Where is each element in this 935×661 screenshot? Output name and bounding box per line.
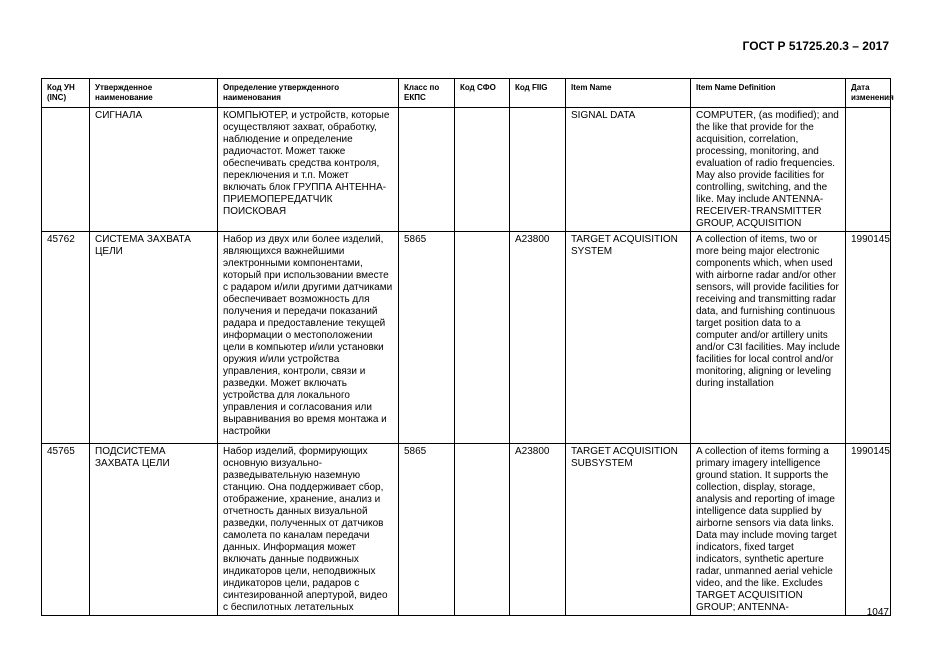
column-header-class: Класс по ЕКПС (399, 79, 455, 108)
cell-sfo (455, 108, 510, 232)
cell-item-name: TARGET ACQUISITION SUBSYSTEM (566, 444, 691, 616)
cell-definition: КОМПЬЮТЕР, и устройств, которые осуществляют захват, обработку, наблюдение и определение радиочастот. Может также обеспечивать средства контроля, переключения и т.п. Может включать блок ГРУППА АНТЕННА-ПРИЕМОПЕРЕДАТЧИК ПОИСКОВАЯ (218, 108, 399, 232)
cell-fiig (510, 108, 566, 232)
cell-change-date (846, 108, 891, 232)
cell-definition: Набор из двух или более изделий, являющихся важнейшими электронными компонентами, который при использовании вместе с радаром и/или другими датчиками обеспечивает возможность для получения и передачи показаний радара и предоставление текущей информации о местоположении цели в компьютер и/или установки оружия и/или устройства управления, контроли, связи и разведки. Может включать устройства для локального управления и согласования или выравнивания во время монтажа и настройки (218, 232, 399, 444)
table-header-row (42, 79, 891, 108)
cell-item-name-definition: A collection of items forming a primary imagery intelligence ground station. It supports the collection, display, storage, analysis and reporting of image intelligence data supplied by airborne sensors via data links. Data may include moving target indicators, fixed target indicators, synthetic aperture radar, unmanned aerial vehicle video, and the like. Excludes TARGET ACQUISITION GROUP; ANTENNA- (691, 444, 846, 616)
cell-approved-name: ПОДСИСТЕМА ЗАХВАТА ЦЕЛИ (90, 444, 218, 616)
cell-approved-name: СИСТЕМА ЗАХВАТА ЦЕЛИ (90, 232, 218, 444)
item-names-table (41, 78, 894, 616)
column-header-item-name: Item Name (566, 79, 691, 108)
cell-approved-name: СИГНАЛА (90, 108, 218, 232)
cell-item-name-definition: COMPUTER, (as modified); and the like that provide for the acquisition, correlation, processing, monitoring, and evaluation of radio frequencies. May also provide facilities for controlling, switching, and the like. May include ANTENNA-RECEIVER-TRANSMITTER GROUP, ACQUISITION (691, 108, 846, 232)
document-standard-number: ГОСТ Р 51725.20.3 – 2017 (742, 39, 889, 53)
cell-inc (42, 108, 90, 232)
cell-inc: 45765 (42, 444, 90, 616)
cell-change-date: 1990145 (846, 232, 891, 444)
table-row (42, 108, 891, 232)
cell-sfo (455, 232, 510, 444)
column-header-fiig: Код FIIG (510, 79, 566, 108)
cell-item-name: SIGNAL DATA (566, 108, 691, 232)
cell-sfo (455, 444, 510, 616)
cell-class (399, 108, 455, 232)
column-header-approved-name: Утвержденное наименование (90, 79, 218, 108)
column-header-item-name-definition: Item Name Definition (691, 79, 846, 108)
cell-fiig: A23800 (510, 444, 566, 616)
column-header-change-date: Дата изменения (846, 79, 891, 108)
cell-fiig: A23800 (510, 232, 566, 444)
column-header-definition: Определение утвержденного наименования (218, 79, 399, 108)
cell-class: 5865 (399, 444, 455, 616)
cell-definition: Набор изделий, формирующих основную визуально-разведывательную наземную станцию. Она поддерживает сбор, отображение, хранение, анализ и отчетность данных визуальной разведки, полученных от датчиков самолета по каналам передачи данных. Информация может включать данные подвижных индикаторов цели, неподвижных индикаторов цели, радаров с синтезированной апертурой, видео с беспилотных летательных (218, 444, 399, 616)
cell-change-date: 1990145 (846, 444, 891, 616)
table-row (42, 232, 891, 444)
table-row (42, 444, 891, 616)
cell-item-name: TARGET ACQUISITION SYSTEM (566, 232, 691, 444)
cell-class: 5865 (399, 232, 455, 444)
cell-item-name-definition: A collection of items, two or more being major electronic components which, when used with airborne radar and/or other sensors, will provide facilities for receiving and transmitting radar data, and furnishing continuous target position data to a computer and/or artillery units and/or C3I facilities. May include facilities for local control and/or monitoring, aligning or leveling during installation (691, 232, 846, 444)
cell-inc: 45762 (42, 232, 90, 444)
column-header-sfo: Код СФО (455, 79, 510, 108)
column-header-inc: Код УН (INC) (42, 79, 90, 108)
page-number: 1047 (866, 607, 889, 618)
